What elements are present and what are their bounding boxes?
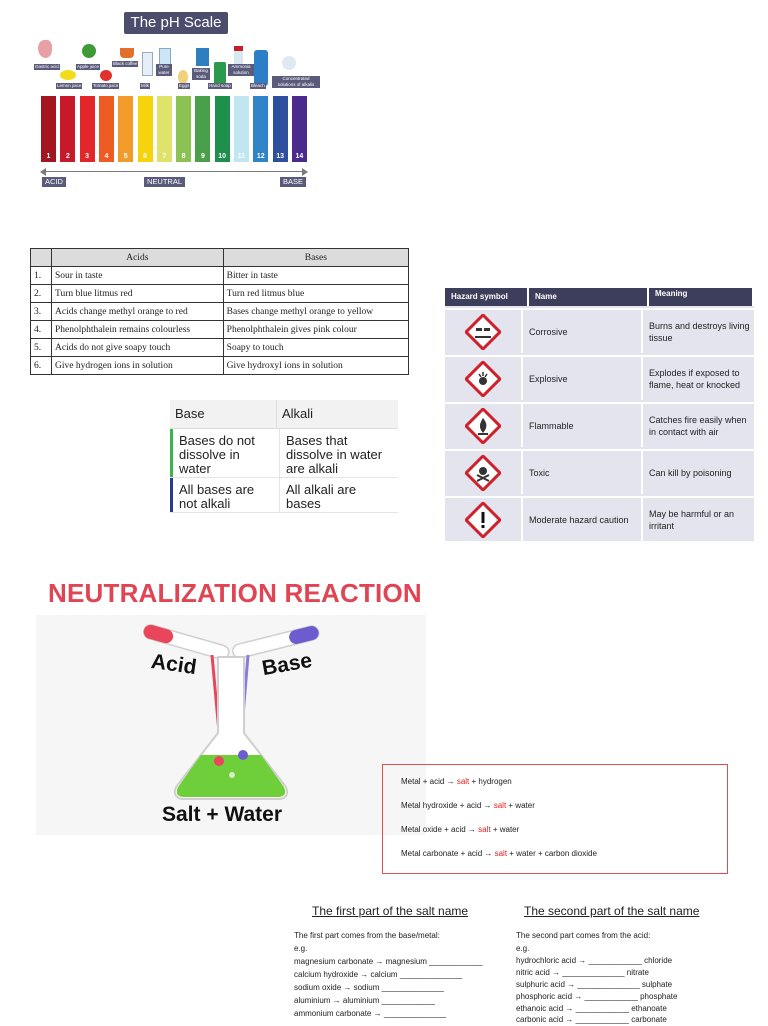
ph-arrow-line — [44, 171, 304, 172]
table-header: Name — [529, 288, 649, 306]
equation-line: Metal + acid → salt + hydrogen — [401, 777, 512, 786]
acids-bases-table — [30, 248, 409, 375]
ph-number: 10 — [218, 153, 227, 160]
table-cell: 6. — [31, 357, 52, 375]
hazard-name: Toxic — [523, 451, 643, 494]
table-header-row — [170, 400, 398, 429]
table-row — [31, 267, 409, 285]
second-part-line: hydrochloric acid → ____________ chloride — [516, 956, 673, 965]
ph-number: 4 — [104, 153, 109, 160]
second-part-line: sulphuric acid → ______________ sulphate — [516, 980, 673, 989]
explosive-icon — [465, 361, 501, 397]
table-row — [170, 478, 398, 513]
ph-label: Milk — [141, 83, 149, 88]
table-cell: Phenolphthalein remains colourless — [52, 321, 224, 339]
ph-label: Concentrated solutions of alkalis — [272, 76, 320, 88]
ph-label: Black coffee — [113, 61, 138, 66]
flammable-icon — [465, 408, 501, 444]
hazard-name: Flammable — [523, 404, 643, 447]
ph-bar — [80, 96, 95, 162]
ph-bar — [195, 96, 210, 162]
neutral-tag: NEUTRAL — [144, 177, 185, 187]
corrosive-icon — [465, 314, 501, 350]
flask-icon — [282, 56, 296, 70]
apple-icon — [82, 44, 96, 58]
acid-tag: ACID — [42, 177, 66, 187]
table-row — [170, 429, 398, 478]
ph-label: Lemon juice — [57, 83, 82, 88]
neutralization-illustration — [36, 615, 426, 835]
tomato-icon — [100, 70, 112, 81]
table-cell: Bases that dissolve in water are alkali — [286, 433, 383, 476]
table-cell: Turn blue litmus red — [52, 285, 224, 303]
second-part-intro: The second part comes from the acid: — [516, 931, 651, 940]
first-part-eg: e.g. — [294, 944, 308, 953]
table-row — [31, 339, 409, 357]
first-part-line: aluminium → aluminium ____________ — [294, 996, 435, 1005]
table-cell: 3. — [31, 303, 52, 321]
ph-number: 2 — [65, 153, 70, 160]
ph-number: 8 — [181, 153, 186, 160]
ph-bar — [176, 96, 191, 162]
table-cell: Phenolphthalein gives pink colour — [223, 321, 408, 339]
egg-icon — [178, 70, 188, 84]
ph-label: Tomato juice — [93, 83, 119, 88]
second-part-line: ethanoic acid → ____________ ethanoate — [516, 1004, 667, 1013]
ph-bar — [99, 96, 114, 162]
ph-label: Apple juice — [77, 64, 100, 69]
first-part-line: ammonium carbonate → ______________ — [294, 1009, 447, 1018]
ph-number: 7 — [162, 153, 167, 160]
ph-bar — [60, 96, 75, 162]
ph-number: 13 — [276, 153, 284, 160]
ph-number: 11 — [237, 153, 246, 160]
first-part-heading: The first part of the salt name — [312, 904, 469, 918]
baking-soda-icon — [196, 48, 209, 66]
hazard-meaning: May be harmful or an irritant — [649, 508, 735, 531]
table-header: Alkali — [282, 406, 314, 421]
table-row — [445, 402, 754, 447]
ph-scale-title: The pH Scale — [124, 12, 228, 34]
table-cell: All bases are not alkali — [170, 478, 280, 512]
lemon-icon — [60, 70, 76, 80]
table-cell: Turn red litmus blue — [223, 285, 408, 303]
hazard-name: Corrosive — [523, 310, 643, 353]
coffee-cup-icon — [120, 48, 134, 58]
hazard-meaning: Can kill by poisoning — [649, 467, 732, 478]
ph-bar — [118, 96, 133, 162]
base-tag: BASE — [280, 177, 306, 187]
ph-bar — [234, 96, 249, 162]
ph-bar — [253, 96, 268, 162]
ph-bar — [215, 96, 230, 162]
second-part-line: carbonic acid → ____________ carbonate — [516, 1015, 667, 1024]
salt-equations-box — [382, 764, 728, 874]
second-part-heading: The second part of the salt name — [524, 904, 700, 918]
table-row — [31, 357, 409, 375]
ph-label: Gastric acid — [35, 64, 59, 69]
equation-line: Metal hydroxide + acid → salt + water — [401, 801, 535, 810]
table-cell: 4. — [31, 321, 52, 339]
stomach-icon — [38, 40, 52, 58]
table-row — [31, 321, 409, 339]
table-row — [445, 308, 754, 353]
table-cell: 2. — [31, 285, 52, 303]
table-cell: Bases do not dissolve in water — [170, 429, 280, 477]
second-part-line: nitric acid → ______________ nitrate — [516, 968, 649, 977]
table-cell: Give hydrogen ions in solution — [52, 357, 224, 375]
ph-arrow-left — [40, 168, 46, 176]
ph-number: 5 — [123, 153, 128, 160]
table-cell: Soapy to touch — [223, 339, 408, 357]
ph-number: 3 — [85, 153, 90, 160]
equation-line: Metal carbonate + acid → salt + water + carbon dioxide — [401, 849, 597, 858]
hazard-meaning: Burns and destroys living tissue — [649, 320, 750, 343]
table-row — [31, 303, 409, 321]
table-header: Bases — [223, 249, 408, 267]
table-cell: Acids change methyl orange to red — [52, 303, 224, 321]
table-cell: Bitter in taste — [223, 267, 408, 285]
hazard-meaning: Explodes if exposed to flame, heat or knocked — [649, 367, 741, 390]
table-row — [31, 285, 409, 303]
toxic-icon — [465, 455, 501, 491]
hazard-meaning: Catches fire easily when in contact with air — [649, 414, 747, 437]
first-part-line: calcium hydroxide → calcium ______________ — [294, 970, 463, 979]
table-cell: Bases change methyl orange to yellow — [223, 303, 408, 321]
ph-arrow-right — [302, 168, 308, 176]
table-cell: All alkali are bases — [286, 482, 357, 511]
hazard-name: Moderate hazard caution — [523, 498, 643, 541]
table-cell: Acids do not give soapy touch — [52, 339, 224, 357]
hazard-symbol-table — [445, 288, 754, 541]
second-part-line: phosphoric acid → ____________ phosphate — [516, 992, 678, 1001]
second-part-eg: e.g. — [516, 944, 530, 953]
ph-number: 1 — [46, 153, 51, 160]
table-header: Hazard symbol — [445, 288, 529, 306]
ph-bar — [273, 96, 288, 162]
table-header-row — [445, 288, 754, 306]
ph-bar — [157, 96, 172, 162]
table-cell: Sour in taste — [52, 267, 224, 285]
bleach-bottle-icon — [254, 50, 268, 86]
acid-label: Acid — [149, 649, 198, 680]
flask-illustration — [36, 615, 426, 835]
table-cell: Give hydroxyl ions in solution — [223, 357, 408, 375]
ph-bar — [138, 96, 153, 162]
base-alkali-table — [170, 400, 398, 513]
ph-bar — [41, 96, 56, 162]
neutralization-title: NEUTRALIZATION REACTION — [48, 578, 422, 608]
ph-label: Hand soap — [209, 83, 231, 88]
table-header: Meaning — [649, 288, 754, 306]
ph-number: 12 — [256, 153, 265, 160]
ph-number: 6 — [143, 153, 147, 160]
salt-water-label: Salt + Water — [162, 803, 283, 826]
ph-bar — [292, 96, 307, 162]
first-part-intro: The first part comes from the base/metal: — [294, 931, 440, 940]
base-label: Base — [260, 648, 314, 681]
ph-label: Eggs — [179, 83, 190, 88]
table-row — [445, 496, 754, 541]
ph-number: 14 — [295, 153, 304, 160]
ph-label: Pure water — [156, 64, 172, 76]
table-row — [445, 355, 754, 400]
table-cell: 5. — [31, 339, 52, 357]
ph-label: Bleach — [251, 83, 265, 88]
exclamation-icon — [465, 502, 501, 538]
first-part-line: sodium oxide → sodium ______________ — [294, 983, 444, 992]
hand-soap-icon — [214, 62, 226, 84]
equation-line: Metal oxide + acid → salt + water — [401, 825, 520, 834]
ph-label: Baking soda — [192, 68, 210, 80]
table-cell: 1. — [31, 267, 52, 285]
first-part-line: magnesium carbonate → magnesium ____________ — [294, 957, 483, 966]
table-header: Acids — [52, 249, 224, 267]
table-header: Base — [170, 400, 277, 428]
ph-label: Ammonia solution — [228, 64, 254, 76]
table-header — [31, 249, 52, 267]
hazard-name: Explosive — [523, 357, 643, 400]
milk-bottle-icon — [142, 52, 153, 76]
ph-number: 9 — [200, 153, 205, 160]
table-row — [445, 449, 754, 494]
ph-scale-figure — [28, 8, 328, 198]
